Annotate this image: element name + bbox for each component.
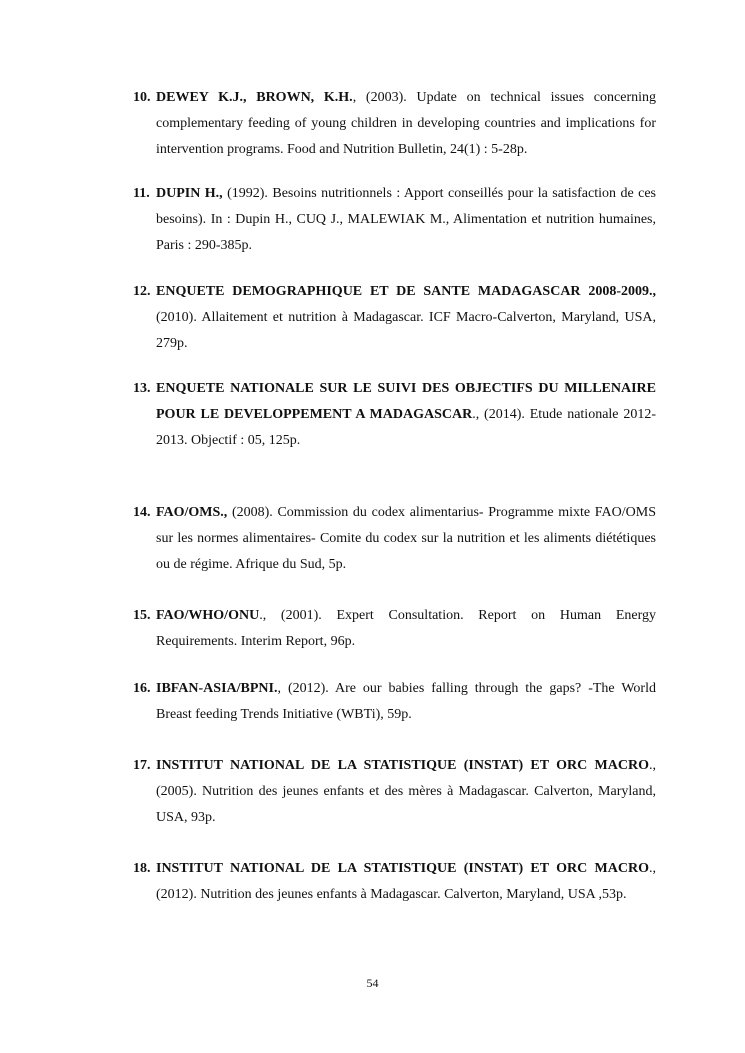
reference-entry <box>133 500 656 578</box>
reference-number: 12. <box>133 284 151 299</box>
reference-authors: IBFAN-ASIA/BPNI. <box>156 681 278 696</box>
reference-number: 18. <box>133 861 151 876</box>
reference-entry <box>133 279 656 357</box>
reference-number: 11. <box>133 186 150 201</box>
reference-text: ., (2005). Nutrition des jeunes enfants et des mères à Madagascar. Calverton, Maryland, USA, 93p. <box>156 758 656 825</box>
reference-authors: ENQUETE NATIONALE SUR LE SUIVI DES OBJECTIFS DU MILLENAIRE POUR LE DEVELOPPEMENT A MADAGASCAR <box>156 381 656 422</box>
reference-text: ., (2014). Etude nationale 2012-2013. Objectif : 05, 125p. <box>156 407 656 448</box>
page-number: 54 <box>366 976 379 990</box>
reference-number: 17. <box>133 758 151 773</box>
reference-entry <box>133 85 656 163</box>
reference-authors: DEWEY K.J., BROWN, K.H. <box>156 90 353 105</box>
reference-authors: FAO/OMS., <box>156 505 228 520</box>
reference-number: 16. <box>133 681 151 696</box>
reference-text: (2010). Allaitement et nutrition à Madagascar. ICF Macro-Calverton, Maryland, USA, 279p. <box>156 310 656 351</box>
reference-number: 13. <box>133 381 151 396</box>
reference-entry <box>133 603 656 655</box>
reference-authors: DUPIN H., <box>156 186 223 201</box>
reference-entry <box>133 181 656 259</box>
reference-entry <box>133 676 656 728</box>
reference-entry <box>133 856 656 908</box>
reference-number: 14. <box>133 505 151 520</box>
reference-number: 15. <box>133 608 151 623</box>
reference-entry <box>133 753 656 831</box>
reference-text: , (2012). Are our babies falling through the gaps? -The World Breast feeding Trends Initiative (WBTi), 59p. <box>156 681 656 722</box>
reference-entry <box>133 376 656 454</box>
reference-text: (1992). Besoins nutritionnels : Apport conseillés pour la satisfaction de ces besoins). In : Dupin H., CUQ J., MALEWIAK M., Alimentation et nutrition humaines, Paris : 290-385p. <box>156 186 656 253</box>
reference-number: 10. <box>133 90 151 105</box>
reference-authors: INSTITUT NATIONAL DE LA STATISTIQUE (INSTAT) ET ORC MACRO <box>156 758 649 773</box>
reference-text: (2008). Commission du codex alimentarius- Programme mixte FAO/OMS sur les normes alimentaires- Comite du codex sur la nutrition et les aliments diététiques ou de régime. Afrique du Sud, 5p. <box>156 505 656 572</box>
reference-authors: INSTITUT NATIONAL DE LA STATISTIQUE (INSTAT) ET ORC MACRO <box>156 861 649 876</box>
reference-authors: ENQUETE DEMOGRAPHIQUE ET DE SANTE MADAGASCAR 2008-2009., <box>156 284 656 299</box>
reference-authors: FAO/WHO/ONU <box>156 608 260 623</box>
reference-text: , (2003). Update on technical issues concerning complementary feeding of young children in developing countries and implications for intervention programs. Food and Nutrition Bulletin, 24(1) : 5-28p. <box>156 90 656 157</box>
reference-text: ., (2012). Nutrition des jeunes enfants à Madagascar. Calverton, Maryland, USA ,53p. <box>156 861 656 902</box>
reference-text: ., (2001). Expert Consultation. Report on Human Energy Requirements. Interim Report, 96p. <box>156 608 656 649</box>
